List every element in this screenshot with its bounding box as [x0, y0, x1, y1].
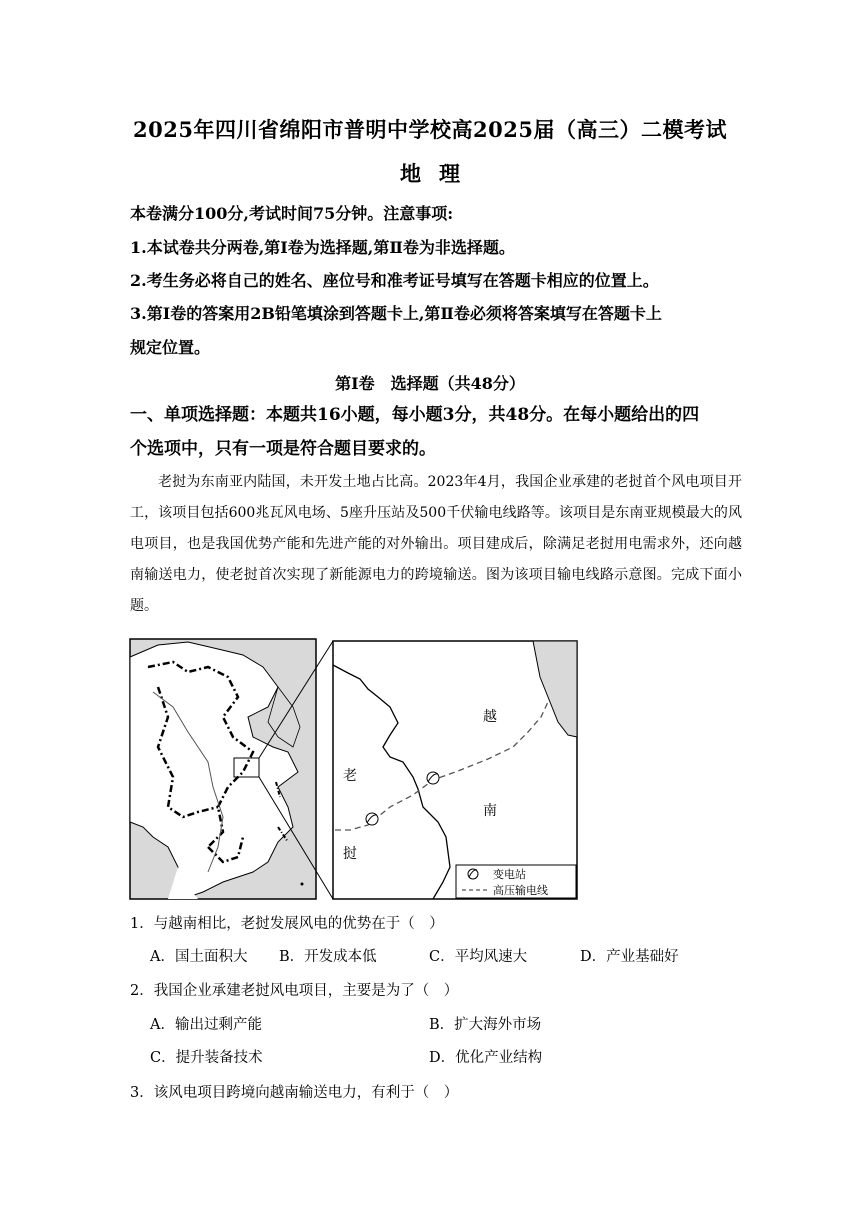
question-2-option-c[interactable]: C．提升装备技术 [150, 1050, 263, 1066]
reading-passage: 老挝为东南亚内陆国，未开发土地占比高。2023年4月，我国企业承建的老挝首个风电项目开工，该项目包括600兆瓦风电场、5座升压站及500千伏输电线路等。该项目是东南亚规模最大的风电项目，也是我国优势产能和先进产能的对外输出。项目建成后，除满足老挝用电需求外，还向越南输送电力，使老挝首次实现了新能源电力的跨境输送。图为该项目输电线路示意图。完成下面小题。 [130, 474, 742, 614]
map-label-laos-2: 挝 [343, 846, 357, 862]
exam-note-3-cont: 规定位置。 [130, 338, 211, 357]
overview-map [130, 639, 316, 899]
exam-title: 2025年四川省绵阳市普明中学校高2025届（高三）二模考试 [133, 117, 727, 142]
detail-map [333, 641, 577, 899]
question-1-option-d[interactable]: D．产业基础好 [580, 949, 679, 965]
legend-substation-label: 变电站 [493, 868, 526, 881]
part-instruction-line1: 一、单项选择题：本题共16小题，每小题3分，共48分。在每小题给出的四 [130, 405, 700, 425]
question-1-option-b[interactable]: B．开发成本低 [279, 949, 377, 965]
exam-note-intro: 本卷满分100分,考试时间75分钟。注意事项: [130, 204, 454, 223]
map-label-vietnam-2: 南 [483, 803, 497, 819]
exam-note-2: 2.考生务必将自己的姓名、座位号和准考证号填写在答题卡相应的位置上。 [130, 271, 659, 290]
transmission-line-map [128, 637, 580, 901]
substation-icon [468, 869, 478, 879]
question-1-option-a[interactable]: A．国土面积大 [150, 949, 248, 965]
subject-title: 地理 [400, 161, 478, 186]
question-1-stem: 1．与越南相比，老挝发展风电的优势在于（ ） [130, 916, 444, 932]
question-2-stem: 2．我国企业承建老挝风电项目，主要是为了（ ） [130, 983, 459, 999]
map-label-vietnam-1: 越 [483, 709, 497, 725]
map-legend [456, 865, 576, 898]
map-label-laos-1: 老 [343, 768, 357, 784]
question-2-option-b[interactable]: B．扩大海外市场 [429, 1017, 542, 1033]
substation-icon [427, 772, 439, 784]
question-2-option-a[interactable]: A．输出过剩产能 [150, 1017, 262, 1033]
part-instruction-line2: 个选项中，只有一项是符合题目要求的。 [130, 439, 436, 459]
legend-line-label: 高压输电线 [493, 884, 548, 897]
question-1-option-c[interactable]: C．平均风速大 [429, 949, 528, 965]
question-2-option-d[interactable]: D．优化产业结构 [429, 1050, 543, 1066]
substation-icon [366, 813, 378, 825]
exam-note-3: 3.第Ⅰ卷的答案用2B铅笔填涂到答题卡上,第Ⅱ卷必须将答案填写在答题卡上 [130, 304, 662, 323]
exam-note-1: 1.本试卷共分两卷,第Ⅰ卷为选择题,第Ⅱ卷为非选择题。 [130, 238, 515, 257]
section-title: 第Ⅰ卷 选择题（共48分） [335, 374, 525, 393]
question-3-stem: 3．该风电项目跨境向越南输送电力，有利于（ ） [130, 1085, 459, 1101]
